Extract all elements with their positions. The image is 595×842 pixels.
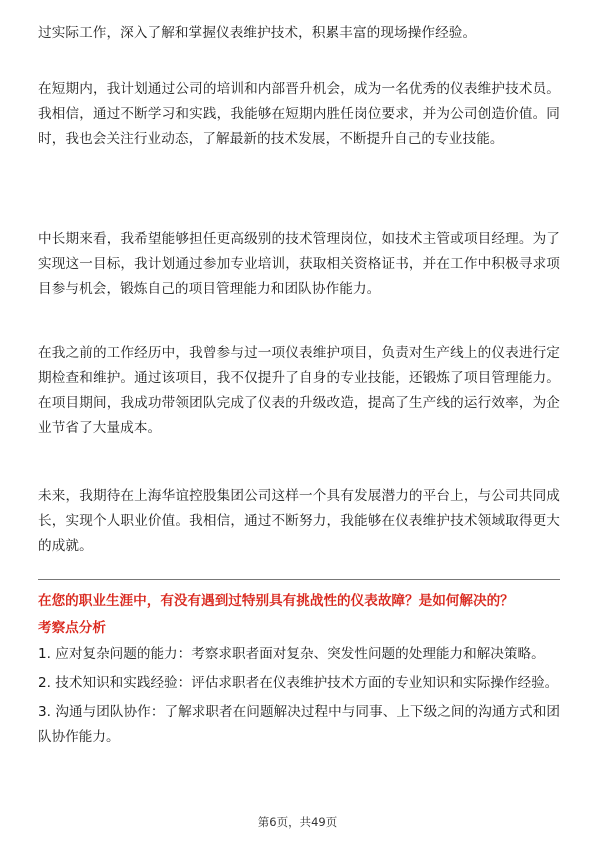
section-heading: 考察点分析 bbox=[38, 620, 106, 636]
body-paragraph: 在短期内，我计划通过公司的培训和内部晋升机会，成为一名优秀的仪表维护技术员。我相信，通过不断学习和实践，我能够在短期内胜任岗位要求，并为公司创造价值。同时，我也会关注行业动态，了解最新的技术发展，不断提升自己的专业技能。 bbox=[38, 81, 560, 147]
page-number: 第6页，共49页 bbox=[257, 815, 338, 829]
body-paragraph: 过实际工作，深入了解和掌握仪表维护技术，积累丰富的现场操作经验。 bbox=[38, 25, 477, 41]
interview-question: 在您的职业生涯中，有没有遇到过特别具有挑战性的仪表故障？是如何解决的？ bbox=[38, 593, 514, 609]
analysis-point: 2. 技术知识和实践经验：评估求职者在仪表维护技术方面的专业知识和实际操作经验。 bbox=[38, 675, 559, 691]
analysis-point: 1. 应对复杂问题的能力：考察求职者面对复杂、突发性问题的处理能力和解决策略。 bbox=[38, 646, 545, 662]
section-divider bbox=[38, 579, 560, 580]
analysis-point-list bbox=[38, 642, 560, 754]
body-paragraph: 中长期来看，我希望能够担任更高级别的技术管理岗位，如技术主管或项目经理。为了实现这一目标，我计划通过参加专业培训，获取相关资格证书，并在工作中积极寻求项目参与机会，锻炼自己的项目管理能力和团队协作能力。 bbox=[38, 231, 560, 297]
body-paragraph: 在我之前的工作经历中，我曾参与过一项仪表维护项目，负责对生产线上的仪表进行定期检查和维护。通过该项目，我不仅提升了自身的专业技能，还锻炼了项目管理能力。在项目期间，我成功带领团队完成了仪表的升级改造，提高了生产线的运行效率，为企业节省了大量成本。 bbox=[38, 345, 560, 436]
analysis-point: 3. 沟通与团队协作：了解求职者在问题解决过程中与同事、上下级之间的沟通方式和团队协作能力。 bbox=[38, 704, 560, 745]
body-paragraph: 未来，我期待在上海华谊控股集团公司这样一个具有发展潜力的平台上，与公司共同成长，实现个人职业价值。我相信，通过不断努力，我能够在仪表维护技术领域取得更大的成就。 bbox=[38, 488, 560, 554]
